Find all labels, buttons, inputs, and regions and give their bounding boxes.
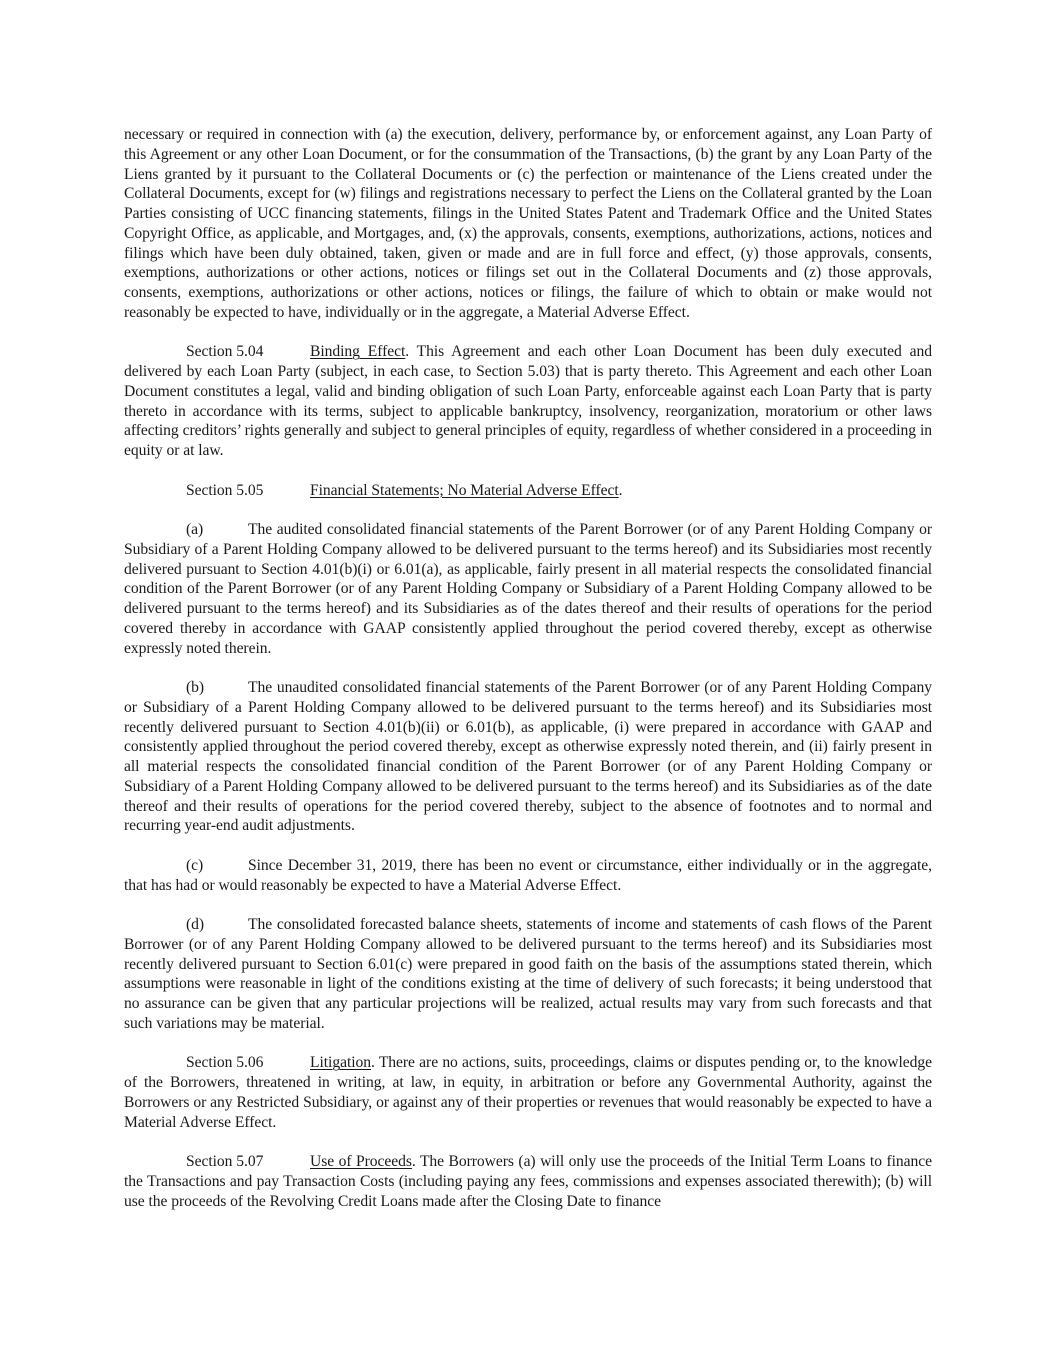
section-5-04	[124, 342, 932, 461]
section-body: . The Borrowers (a) will only use the proceeds of the Initial Term Loans to finance the Transactions and pay Transaction Costs (including paying any fees, commissions and expenses associated therewith); (b) will use the proceeds of the Revolving Credit Loans made after the Closing Date to finance	[124, 1153, 932, 1210]
section-title: Litigation	[310, 1054, 371, 1072]
subsection-text: The consolidated forecasted balance sheets, statements of income and statements of cash flows of the Parent Borrower (or of any Parent Holding Company allowed to be delivered pursuant to the terms hereof) and its Subsidiaries most recently delivered pursuant to Section 6.01(c) were prepared in good faith on the basis of the assumptions stated therein, which assumptions were reasonable in light of the conditions existing at the time of delivery of such forecasts; it being understood that no assurance can be given that any particular projections will be realized, actual results may vary from such forecasts and that such variations may be material.	[124, 916, 932, 1032]
section-title: Binding Effect	[310, 343, 406, 361]
subsection-text: Since December 31, 2019, there has been no event or circumstance, either individually or in the aggregate, that has had or would reasonably be expected to have a Material Adverse Effect.	[124, 856, 932, 894]
section-title: Use of Proceeds	[310, 1153, 412, 1170]
section-number: Section 5.06	[186, 1054, 264, 1072]
subsection-label: (c)	[186, 856, 204, 874]
section-5-06	[124, 1053, 932, 1132]
subsection-a	[124, 520, 932, 658]
subsection-label: (a)	[186, 521, 204, 538]
section-title: Financial Statements; No Material Adverse Effect	[310, 481, 619, 499]
section-5-05	[124, 481, 932, 501]
section-number: Section 5.05	[186, 481, 264, 499]
intro-paragraph: necessary or required in connection with (a) the execution, delivery, performance by, or enforcement against, any Loan Party of this Agreement or any other Loan Document, or for the consummation of the Transactions, (b) the grant by any Loan Party of the Liens granted by it pursuant to the Collateral Documents or (c) the perfection or maintenance of the Liens created under the Collateral Documents, except for (w) filings and registrations necessary to perfect the Liens on the Collateral granted by the Loan Parties consisting of UCC financing statements, filings in the United States Patent and Trademark Office and the United States Copyright Office, as applicable, and Mortgages, and, (x) the approvals, consents, exemptions, authorizations, actions, notices and filings which have been duly obtained, taken, given or made and are in full force and effect, (y) those approvals, consents, exemptions, authorizations or other actions, notices or filings set out in the Collateral Documents and (z) those approvals, consents, exemptions, authorizations or other actions, notices or filings, the failure of which to obtain or make would not reasonably be expected to have, individually or in the aggregate, a Material Adverse Effect.	[124, 126, 932, 321]
subsection-c	[124, 856, 932, 896]
section-number: Section 5.04	[186, 343, 264, 361]
document-page	[124, 125, 932, 1231]
subsection-b	[124, 678, 932, 836]
section-number: Section 5.07	[186, 1153, 264, 1170]
subsection-label: (b)	[186, 679, 205, 696]
section-body: . There are no actions, suits, proceedings, claims or disputes pending or, to the knowledge of the Borrowers, threatened in writing, at law, in equity, in arbitration or before any Governmental Authority, against the Borrowers or any Restricted Subsidiary, or against any of their properties or revenues that would reasonably be expected to have a Material Adverse Effect.	[124, 1054, 932, 1131]
subsection-text: The audited consolidated financial statements of the Parent Borrower (or of any Parent Holding Company or Subsidiary of a Parent Holding Company allowed to be delivered pursuant to the terms hereof) and its Subsidiaries most recently delivered pursuant to Section 4.01(b)(i) or 6.01(a), as applicable, fairly present in all material respects the consolidated financial condition of the Parent Borrower (or of any Parent Holding Company or Subsidiary of a Parent Holding Company allowed to be delivered pursuant to the terms hereof) and its Subsidiaries as of the dates thereof and their results of operations for the period covered thereby in accordance with GAAP consistently applied throughout the period covered thereby, except as otherwise expressly noted therein.	[124, 521, 932, 657]
subsection-text: The unaudited consolidated financial statements of the Parent Borrower (or of any Parent Holding Company or Subsidiary of a Parent Holding Company allowed to be delivered pursuant to the terms hereof) and its Subsidiaries most recently delivered pursuant to Section 4.01(b)(ii) or 6.01(b), as applicable, (i) were prepared in accordance with GAAP and consistently applied throughout the period covered thereby, except as otherwise expressly noted therein, and (ii) fairly present in all material respects the consolidated financial condition of the Parent Borrower (or of any Parent Holding Company or Subsidiary of a Parent Holding Company allowed to be delivered pursuant to the terms hereof) and its Subsidiaries as of the date thereof and their results of operations for the period covered thereby, subject to the absence of footnotes and to normal and recurring year-end audit adjustments.	[124, 679, 932, 835]
section-body: . This Agreement and each other Loan Document has been duly executed and delivered by each Loan Party (subject, in each case, to Section 5.03) that is party thereto. This Agreement and each other Loan Document constitutes a legal, valid and binding obligation of such Loan Party, enforceable against each Loan Party that is party thereto in accordance with its terms, subject to applicable bankruptcy, insolvency, reorganization, moratorium or other laws affecting creditors’ rights generally and subject to general principles of equity, regardless of whether considered in a proceeding in equity or at law.	[124, 343, 932, 459]
subsection-label: (d)	[186, 916, 205, 933]
subsection-d	[124, 915, 932, 1034]
section-body: .	[618, 481, 623, 499]
section-5-07	[124, 1152, 932, 1211]
